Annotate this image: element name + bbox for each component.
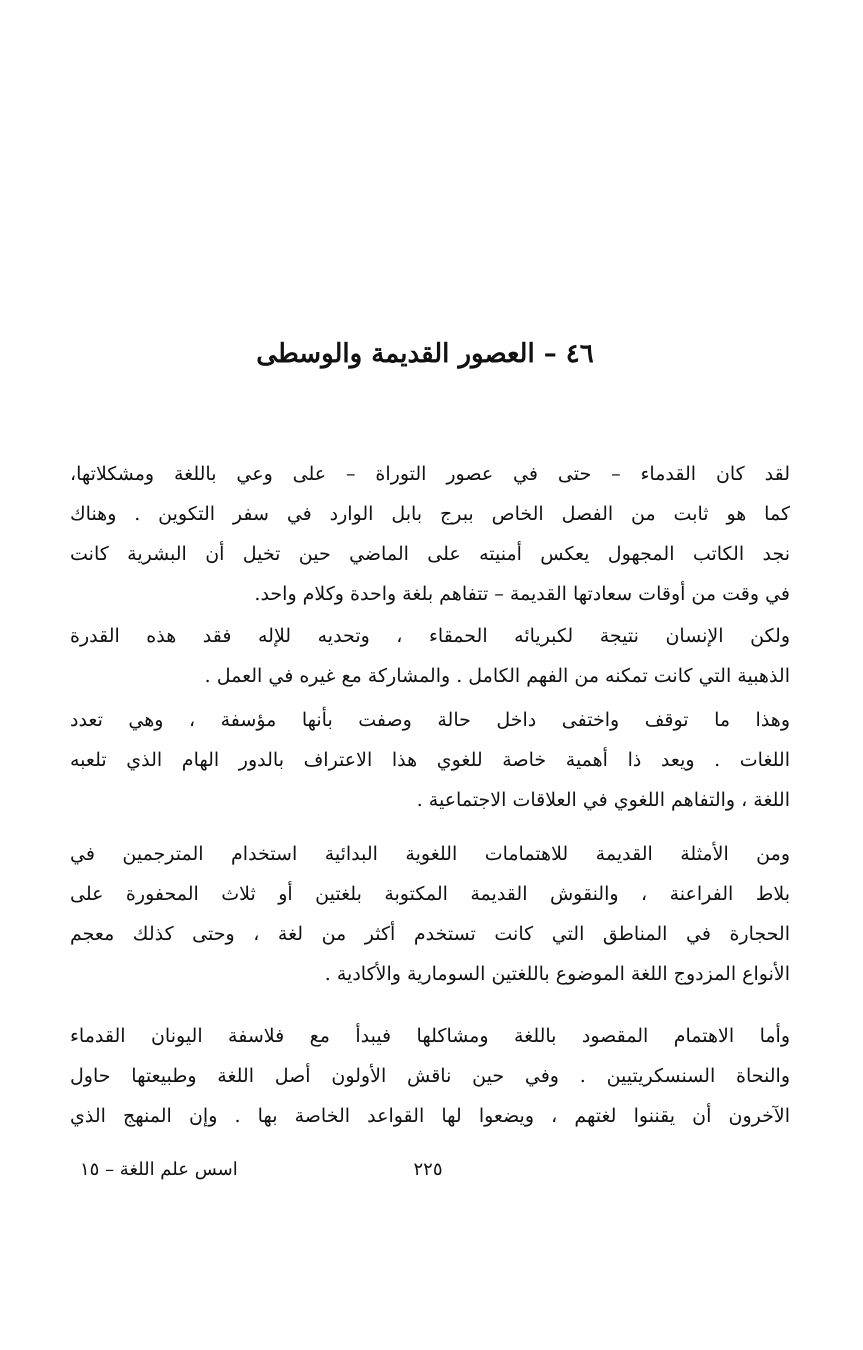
paragraph-4 xyxy=(70,834,790,994)
text-line: الأنواع المزدوج اللغة الموضوع باللغتين السومارية والأكادية . xyxy=(324,963,790,985)
text-line: بلاط الفراعنة ، والنقوش القديمة المكتوبة بلغتين أو ثلاث المحفورة على xyxy=(70,883,790,905)
text-line: وهذا ما توقف واختفى داخل حالة وصفت بأنها مؤسفة ، وهي تعدد xyxy=(70,709,790,731)
text-line: الآخرون أن يقننوا لغتهم ، ويضعوا لها القواعد الخاصة بها . وإن المنهج الذي xyxy=(70,1105,790,1127)
paragraph-5 xyxy=(70,1016,790,1136)
paragraph-3 xyxy=(70,700,790,820)
page-number: ٢٢٥ xyxy=(413,1159,443,1180)
text-line: ولكن الإنسان نتيجة لكبريائه الحمقاء ، وتحديه للإله فقد هذه القدرة xyxy=(70,625,790,647)
text-line: اللغة ، والتفاهم اللغوي في العلاقات الاجتماعية . xyxy=(416,789,790,811)
page-footer xyxy=(70,1150,790,1190)
paragraph-1 xyxy=(70,454,790,614)
text-line: اللغات . ويعد ذا أهمية خاصة للغوي هذا الاعتراف بالدور الهام الذي تلعبه xyxy=(70,749,790,771)
text-line: نجد الكاتب المجهول يعكس أمنيته على الماضي حين تخيل أن البشرية كانت xyxy=(70,543,790,565)
text-line: ومن الأمثلة القديمة للاهتمامات اللغوية البدائية استخدام المترجمين في xyxy=(70,843,790,865)
paragraph-2 xyxy=(70,616,790,696)
section-heading: ٤٦ – العصور القديمة والوسطى xyxy=(256,339,594,369)
text-line: كما هو ثابت من الفصل الخاص ببرج بابل الوارد في سفر التكوين . وهناك xyxy=(70,503,790,525)
text-line: في وقت من أوقات سعادتها القديمة – تتفاهم بلغة واحدة وكلام واحد. xyxy=(254,583,790,605)
book-signature: اسس علم اللغة – ١٥ xyxy=(80,1159,238,1180)
text-line: لقد كان القدماء – حتى في عصور التوراة – على وعي باللغة ومشكلاتها، xyxy=(70,463,790,485)
text-line: والنحاة السنسكريتيين . وفي حين ناقش الأولون أصل اللغة وطبيعتها حاول xyxy=(70,1065,790,1087)
text-line: وأما الاهتمام المقصود باللغة ومشاكلها فيبدأ مع فلاسفة اليونان القدماء xyxy=(70,1025,790,1047)
text-line: الحجارة في المناطق التي كانت تستخدم أكثر من لغة ، وحتى كذلك معجم xyxy=(70,923,790,945)
text-line: الذهبية التي كانت تمكنه من الفهم الكامل . والمشاركة مع غيره في العمل . xyxy=(204,665,790,687)
